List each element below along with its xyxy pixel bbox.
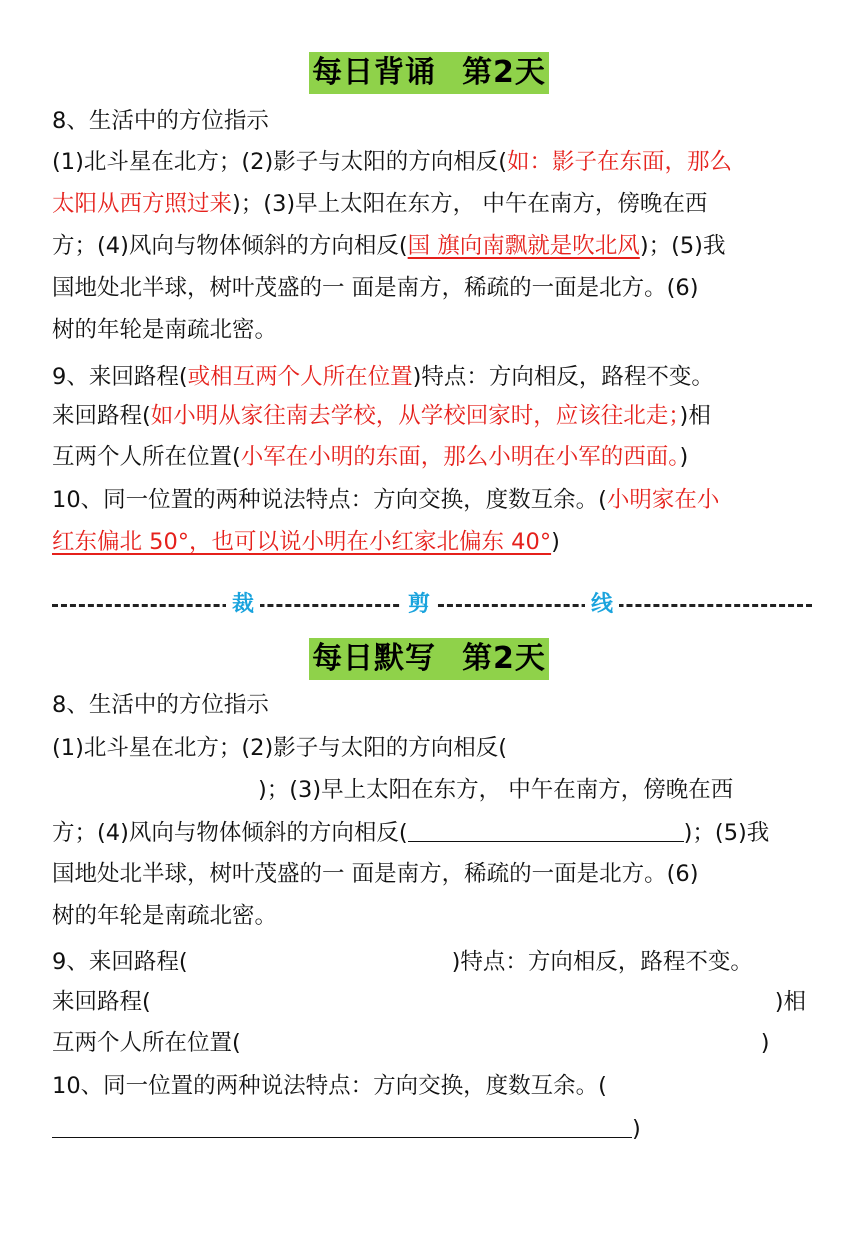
text: )相 bbox=[679, 403, 711, 429]
text: ) bbox=[632, 1116, 641, 1142]
text: 来回路程( bbox=[52, 989, 151, 1015]
dictation-heading-8: 8、生活中的方位指示 bbox=[52, 692, 269, 718]
answer-text: 太阳从西方照过来 bbox=[52, 191, 233, 217]
answer-text: 如：影子在东面，那么 bbox=[507, 149, 733, 175]
recite-p8-line4: 国地处北半球，树叶茂盛的一 面是南方，稀疏的一面是北方。(6) bbox=[52, 275, 699, 301]
answer-blank[interactable] bbox=[408, 817, 684, 842]
recite-p8-line5: 树的年轮是南疏北密。 bbox=[52, 317, 278, 343]
recite-p10-line2 bbox=[52, 527, 560, 557]
recite-title bbox=[309, 52, 549, 94]
text: ) bbox=[760, 1030, 770, 1056]
dictation-p8-line3 bbox=[52, 817, 769, 848]
text: )特点：方向相反，路程不变。 bbox=[451, 949, 753, 975]
dictation-p9-line1 bbox=[52, 947, 753, 977]
answer-text: 小军在小明的东面，那么小明在小军的西面。 bbox=[240, 444, 680, 470]
recite-p9-line2 bbox=[52, 401, 711, 431]
text: ) bbox=[551, 529, 560, 555]
answer-text: 或相互两个人所在位置 bbox=[187, 364, 413, 390]
text: 互两个人所在位置( bbox=[52, 1030, 241, 1056]
answer-text: 小明家在小 bbox=[606, 487, 720, 513]
text: (1)北斗星在北方；(2)影子与太阳的方向相反( bbox=[52, 149, 508, 175]
dictation-title-day: 第2天 bbox=[462, 641, 546, 676]
recite-heading-8: 8、生活中的方位指示 bbox=[52, 108, 269, 134]
text: ) bbox=[679, 444, 689, 470]
dictation-title-main: 每日默写 bbox=[312, 641, 437, 676]
text: 9、来回路程( bbox=[52, 364, 188, 390]
answer-text: 如小明从家往南去学校，从学校回家时，应该往北走； bbox=[150, 403, 680, 429]
recite-p10-line1 bbox=[52, 485, 719, 515]
answer-blank[interactable] bbox=[52, 1113, 632, 1138]
answer-text: 红东偏北 50°，也可以说小明在小红家北偏东 40° bbox=[52, 529, 552, 555]
text: )；(5)我 bbox=[683, 820, 770, 846]
text: )相 bbox=[774, 989, 807, 1015]
text: 9、来回路程( bbox=[52, 949, 188, 975]
cut-word-3: 线 bbox=[585, 590, 619, 620]
dictation-p8-line2: )；(3)早上太阳在东方， 中午在南方，傍晚在西 bbox=[258, 777, 734, 803]
dictation-p10-line2 bbox=[52, 1113, 641, 1144]
dictation-p9-line2 bbox=[52, 987, 806, 1017]
cut-line bbox=[52, 590, 812, 620]
answer-text: 国 旗向南飘就是吹北风 bbox=[407, 233, 640, 259]
recite-p9-line1 bbox=[52, 362, 714, 392]
text: 方；(4)风向与物体倾斜的方向相反( bbox=[52, 233, 408, 259]
text: )；(5)我 bbox=[639, 233, 726, 259]
text: 互两个人所在位置( bbox=[52, 444, 241, 470]
recite-p8-line1 bbox=[52, 147, 732, 177]
cut-word-2: 剪 bbox=[402, 590, 436, 620]
recite-p8-line3 bbox=[52, 231, 725, 261]
text: 来回路程( bbox=[52, 403, 151, 429]
recite-title-day: 第2天 bbox=[462, 55, 546, 90]
cut-word-1: 裁 bbox=[226, 590, 260, 620]
recite-p8-line2 bbox=[52, 189, 707, 219]
recite-p9-line3 bbox=[52, 442, 688, 472]
dictation-p8-line1: (1)北斗星在北方；(2)影子与太阳的方向相反( bbox=[52, 735, 508, 761]
dictation-p10-line1: 10、同一位置的两种说法特点：方向交换，度数互余。( bbox=[52, 1073, 607, 1099]
dictation-p9-line3 bbox=[52, 1028, 770, 1058]
text: 方；(4)风向与物体倾斜的方向相反( bbox=[52, 820, 408, 846]
dictation-title bbox=[309, 638, 549, 680]
text: )；(3)早上太阳在东方， 中午在南方，傍晚在西 bbox=[232, 191, 708, 217]
recite-title-main: 每日背诵 bbox=[312, 55, 437, 90]
text: )特点：方向相反，路程不变。 bbox=[412, 364, 714, 390]
text: 10、同一位置的两种说法特点：方向交换，度数互余。( bbox=[52, 487, 607, 513]
dictation-p8-line4: 国地处北半球，树叶茂盛的一 面是南方，稀疏的一面是北方。(6) bbox=[52, 861, 699, 887]
dictation-p8-line5: 树的年轮是南疏北密。 bbox=[52, 903, 278, 929]
